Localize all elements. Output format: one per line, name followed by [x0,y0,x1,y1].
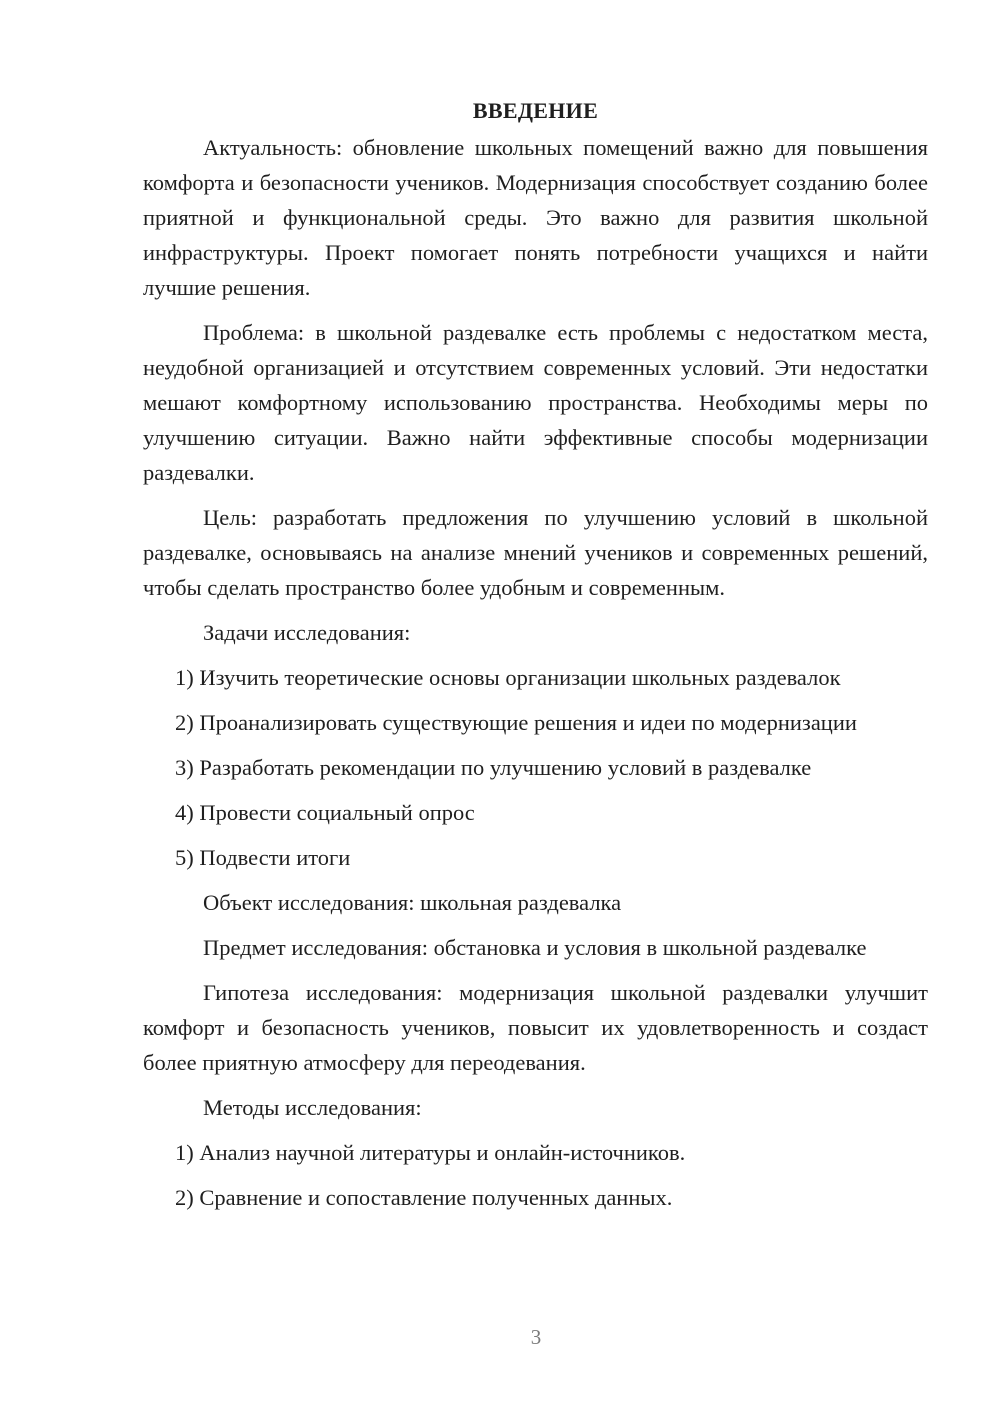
list-item: 5) Подвести итоги [175,845,351,870]
list-item: 3) Разработать рекомендации по улучшению условий в раздевалке [175,755,812,780]
relevance-paragraph: Актуальность: обновление школьных помещений важно для повышения комфорта и безопасности учеников. Модернизация способствует созданию более приятной и функциональной среды. Это важно для развития школьной инфраструктуры. Проект помогает понять потребности учащихся и найти лучшие решения. [143,135,928,300]
problem-paragraph: Проблема: в школьной раздевалке есть проблемы с недостатком места, неудобной организацией и отсутствием современных условий. Эти недостатки мешают комфортному использованию пространства. Необходимы меры по улучшению ситуации. Важно найти эффективные способы модернизации раздевалки. [143,320,928,485]
page-title: ВВЕДЕНИЕ [472,98,599,123]
tasks-list [143,660,928,875]
list-item: 4) Провести социальный опрос [175,800,475,825]
subject-paragraph: Предмет исследования: обстановка и условия в школьной раздевалке [203,935,867,960]
page-number: 3 [530,1325,542,1349]
object-line: Объект исследования: школьная раздевалка [203,890,622,915]
hypothesis-paragraph: Гипотеза исследования: модернизация школьной раздевалки улучшит комфорт и безопасность учеников, повысит их удовлетворенность и создаст более приятную атмосферу для переодевания. [143,980,928,1075]
tasks-heading: Задачи исследования: [203,620,411,645]
list-item: 2) Проанализировать существующие решения и идеи по модернизации [175,710,857,735]
list-item: 1) Анализ научной литературы и онлайн-источников. [175,1140,686,1165]
goal-paragraph: Цель: разработать предложения по улучшению условий в школьной раздевалке, основываясь на анализе мнений учеников и современных решений, чтобы сделать пространство более удобным и современным. [143,505,928,600]
document-page [143,93,928,1225]
methods-list [143,1135,928,1215]
methods-heading: Методы исследования: [203,1095,422,1120]
list-item: 2) Сравнение и сопоставление полученных данных. [175,1185,673,1210]
list-item: 1) Изучить теоретические основы организации школьных раздевалок [175,665,841,690]
